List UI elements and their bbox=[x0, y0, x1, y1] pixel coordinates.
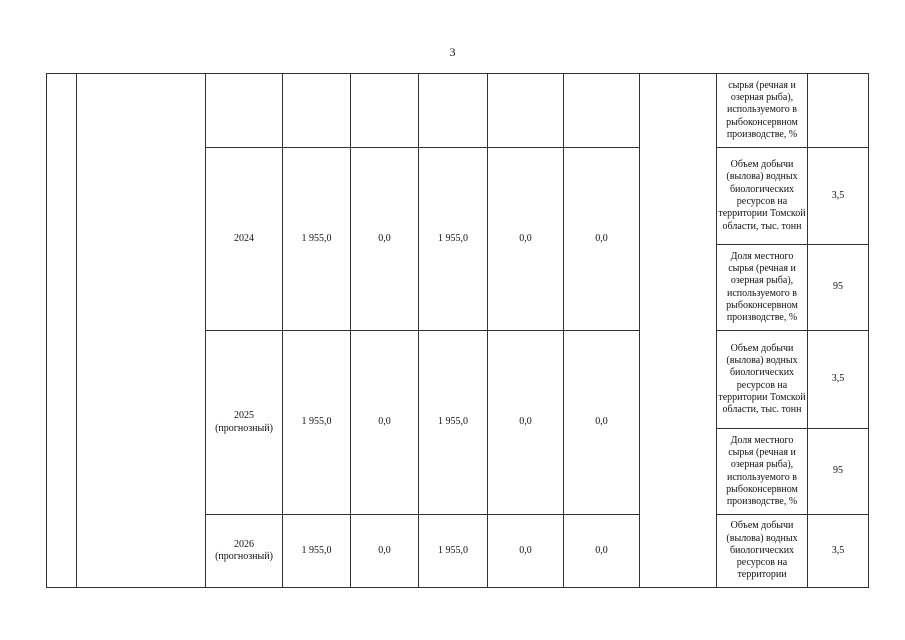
indicator-value: 95 bbox=[808, 429, 869, 515]
federal-cell: 0,0 bbox=[351, 515, 419, 588]
regional-cell bbox=[419, 74, 488, 148]
regional-cell: 1 955,0 bbox=[419, 331, 488, 515]
other-cell: 0,0 bbox=[564, 331, 640, 515]
indicator-name: Объем добычи (вылова) водных биологических ресурсов на территории Томской области, тыс. тонн bbox=[717, 148, 808, 245]
table-row bbox=[47, 74, 869, 148]
indicator-name: Объем добычи (вылова) водных биологических ресурсов на территории Томской области, тыс. тонн bbox=[717, 331, 808, 429]
page-number: 3 bbox=[449, 45, 456, 59]
regional-cell: 1 955,0 bbox=[419, 148, 488, 331]
year-cell: 2025 (прогнозный) bbox=[206, 331, 283, 515]
local-cell: 0,0 bbox=[488, 148, 564, 331]
total-cell: 1 955,0 bbox=[283, 148, 351, 331]
total-cell bbox=[283, 74, 351, 148]
local-cell: 0,0 bbox=[488, 331, 564, 515]
name-cell bbox=[77, 74, 206, 588]
other-cell: 0,0 bbox=[564, 515, 640, 588]
executor-cell bbox=[640, 74, 717, 588]
indicator-name: сырья (речная и озерная рыба), используемого в рыбоконсервном производстве, % bbox=[717, 74, 808, 148]
regional-cell: 1 955,0 bbox=[419, 515, 488, 588]
total-cell: 1 955,0 bbox=[283, 331, 351, 515]
year-cell: 2024 bbox=[206, 148, 283, 331]
indicator-name: Доля местного сырья (речная и озерная рыба), используемого в рыбоконсервном производстве, % bbox=[717, 429, 808, 515]
local-cell: 0,0 bbox=[488, 515, 564, 588]
indicator-value: 3,5 bbox=[808, 515, 869, 588]
number-cell bbox=[47, 74, 77, 588]
indicator-value: 95 bbox=[808, 245, 869, 331]
indicator-name: Доля местного сырья (речная и озерная рыба), используемого в рыбоконсервном производстве, % bbox=[717, 245, 808, 331]
federal-cell bbox=[351, 74, 419, 148]
federal-cell: 0,0 bbox=[351, 148, 419, 331]
year-cell: 2026 (прогнозный) bbox=[206, 515, 283, 588]
indicator-value: 3,5 bbox=[808, 148, 869, 245]
year-cell bbox=[206, 74, 283, 148]
other-cell: 0,0 bbox=[564, 148, 640, 331]
federal-cell: 0,0 bbox=[351, 331, 419, 515]
program-table bbox=[46, 73, 869, 588]
local-cell bbox=[488, 74, 564, 148]
indicator-name: Объем добычи (вылова) водных биологических ресурсов на территории bbox=[717, 515, 808, 588]
indicator-value bbox=[808, 74, 869, 148]
indicator-value: 3,5 bbox=[808, 331, 869, 429]
total-cell: 1 955,0 bbox=[283, 515, 351, 588]
other-cell bbox=[564, 74, 640, 148]
